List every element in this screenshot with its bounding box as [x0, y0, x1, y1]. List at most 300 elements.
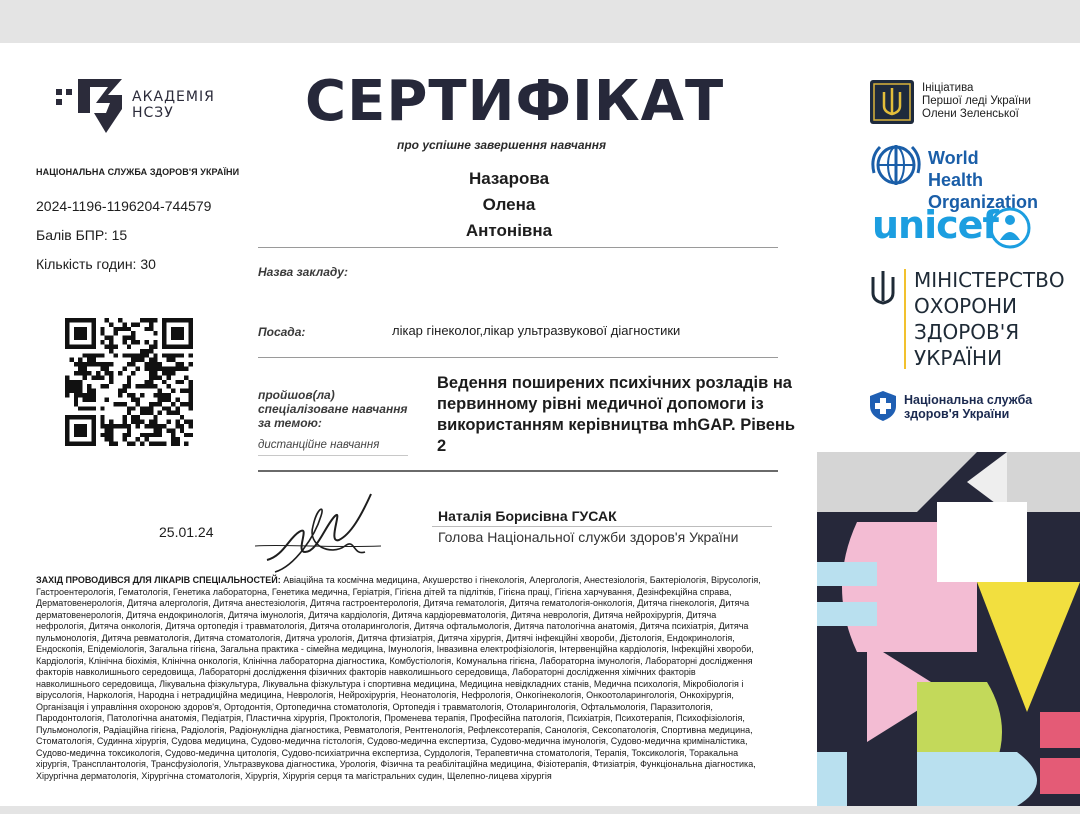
qr-module — [149, 424, 153, 428]
qr-module — [91, 336, 95, 340]
qr-module — [109, 433, 113, 437]
first-lady-line3: Олени Зеленської — [922, 108, 1019, 120]
qr-module — [69, 358, 73, 362]
qr-module — [175, 442, 179, 446]
qr-module — [153, 340, 157, 344]
qr-module — [144, 327, 148, 331]
qr-module — [153, 384, 157, 388]
qr-module — [149, 433, 153, 437]
qr-module — [91, 424, 95, 428]
qr-module — [74, 389, 78, 393]
qr-module — [105, 384, 109, 388]
qr-module — [167, 375, 171, 379]
qr-module — [87, 344, 91, 348]
qr-module — [78, 380, 82, 384]
qr-module — [140, 433, 144, 437]
qr-module — [65, 384, 69, 388]
qr-module — [189, 402, 193, 406]
qr-module — [83, 362, 87, 366]
qr-module — [91, 358, 95, 362]
qr-module — [74, 371, 78, 375]
qr-module — [175, 353, 179, 357]
logo-line1: АКАДЕМІЯ — [132, 89, 215, 105]
qr-module — [180, 415, 184, 419]
qr-module — [153, 402, 157, 406]
moz-line2: ОХОРОНИ — [914, 294, 1017, 318]
qr-module — [149, 358, 153, 362]
qr-module — [140, 406, 144, 410]
shield-cross-icon — [870, 391, 896, 421]
qr-module — [171, 437, 175, 441]
qr-module — [180, 389, 184, 393]
qr-module — [91, 393, 95, 397]
qr-module — [100, 406, 104, 410]
qr-module — [153, 353, 157, 357]
qr-module — [122, 340, 126, 344]
qr-module — [100, 375, 104, 379]
qr-module — [109, 380, 113, 384]
qr-module — [109, 349, 113, 353]
qr-module — [189, 406, 193, 410]
qr-module — [144, 353, 148, 357]
qr-module — [175, 318, 179, 322]
certificate-title: СЕРТИФІКАТ — [305, 69, 725, 134]
qr-module — [100, 331, 104, 335]
divider — [258, 357, 778, 358]
qr-module — [122, 437, 126, 441]
qr-module — [78, 327, 82, 331]
qr-module — [74, 393, 78, 397]
qr-module — [87, 415, 91, 419]
qr-module — [127, 424, 131, 428]
qr-module — [105, 336, 109, 340]
qr-module — [149, 384, 153, 388]
qr-module — [136, 353, 140, 357]
unicef-emblem-icon — [988, 206, 1032, 250]
qr-module — [83, 406, 87, 410]
qr-module — [153, 318, 157, 322]
qr-module — [175, 327, 179, 331]
specialties-heading: ЗАХІД ПРОВОДИВСЯ ДЛЯ ЛІКАРІВ СПЕЦІАЛЬНОСТЕЙ: — [36, 575, 281, 585]
qr-module — [87, 389, 91, 393]
qr-module — [69, 318, 73, 322]
qr-module — [144, 411, 148, 415]
qr-module — [91, 442, 95, 446]
qr-module — [100, 340, 104, 344]
qr-module — [136, 358, 140, 362]
qr-module — [136, 420, 140, 424]
qr-module — [74, 433, 78, 437]
qr-module — [158, 411, 162, 415]
qr-module — [74, 362, 78, 366]
first-lady-initiative — [870, 80, 1031, 129]
qr-module — [78, 367, 82, 371]
qr-module — [175, 380, 179, 384]
qr-module — [74, 344, 78, 348]
qr-module — [100, 433, 104, 437]
specialties-line: нефрологія, Дитяча онкологія, Дитяча ортопедія і травматологія, Дитяча отоларингологія, Дитяча офтальмологія, Дитяча патологічна анатомія, Дитяча психіатрія, Дитяча — [36, 621, 749, 631]
qr-module — [65, 340, 69, 344]
qr-module — [144, 318, 148, 322]
qr-module — [162, 406, 166, 410]
qr-module — [171, 327, 175, 331]
qr-module — [127, 384, 131, 388]
qr-module — [78, 384, 82, 388]
moz-line4: УКРАЇНИ — [914, 346, 1003, 370]
qr-module — [144, 380, 148, 384]
nszu-logo — [870, 391, 1033, 426]
qr-module — [96, 375, 100, 379]
qr-module — [144, 424, 148, 428]
qr-module — [171, 402, 175, 406]
qr-module — [162, 353, 166, 357]
qr-module — [105, 367, 109, 371]
qr-module — [144, 406, 148, 410]
qr-module — [136, 424, 140, 428]
qr-module — [171, 442, 175, 446]
qr-module — [167, 371, 171, 375]
qr-module — [131, 322, 135, 326]
qr-module — [167, 353, 171, 357]
qr-module — [105, 424, 109, 428]
qr-module — [158, 362, 162, 366]
qr-module — [118, 318, 122, 322]
qr-module — [189, 340, 193, 344]
qr-module — [65, 424, 69, 428]
qr-module — [78, 442, 82, 446]
qr-module — [127, 442, 131, 446]
qr-module — [171, 318, 175, 322]
qr-module — [122, 415, 126, 419]
qr-module — [83, 336, 87, 340]
qr-module — [153, 344, 157, 348]
qr-module — [118, 424, 122, 428]
specialties-line: Пульмонологія, Радіаційна гігієна, Радіологія, Радіонуклідна діагностика, Ревматологія, Рентгенологія, Рефлексотерапія, Санологія, Сексопатологія, Спортивна медицина, — [36, 724, 753, 735]
qr-module — [180, 327, 184, 331]
qr-module — [167, 358, 171, 362]
qr-module — [153, 424, 157, 428]
qr-module — [78, 433, 82, 437]
qr-module — [122, 389, 126, 393]
qr-module — [105, 437, 109, 441]
specialties-line: навколишнього середовища, Лікувальна фізкультура, Лікувальна фізкультура і спортивна медицина, Медицина невідкладних станів, Медична психологія, Мікробіологія і — [36, 678, 744, 689]
qr-module — [87, 362, 91, 366]
qr-module — [78, 344, 82, 348]
qr-module — [74, 424, 78, 428]
qr-module — [131, 415, 135, 419]
qr-module — [87, 397, 91, 401]
qr-module — [149, 406, 153, 410]
qr-module — [118, 402, 122, 406]
specialties-line: Дерматовенерологія, Дитяча алергологія, Дитяча анестезіологія, Дитяча гастроентерологія, Дитяча гематологія, Дитяча гематологія-онкологія, Дитяча гінекологія, Дитяча — [36, 598, 750, 608]
specialties-line: Пародонтологія, Патологічна анатомія, Педіатрія, Пластична хірургія, Проктологія, Променева терапія, Професійна патологія, Психіатрія, Психотерапія, Психофізіологія, — [36, 713, 745, 723]
qr-module — [74, 384, 78, 388]
qr-module — [109, 420, 113, 424]
qr-module — [180, 318, 184, 322]
divider — [258, 247, 778, 248]
qr-module — [65, 331, 69, 335]
qr-module — [122, 367, 126, 371]
qr-module — [149, 375, 153, 379]
qr-module — [122, 336, 126, 340]
recipient-first-name: Олена — [482, 195, 536, 214]
qr-module — [158, 375, 162, 379]
qr-module — [78, 389, 82, 393]
qr-module — [131, 406, 135, 410]
qr-module — [180, 353, 184, 357]
qr-module — [153, 393, 157, 397]
issuer-name: НАЦІОНАЛЬНА СЛУЖБА ЗДОРОВ'Я УКРАЇНИ — [36, 167, 240, 177]
qr-module — [162, 367, 166, 371]
qr-module — [158, 367, 162, 371]
qr-module — [83, 331, 87, 335]
divider-thick — [258, 470, 778, 472]
specialties-line: Гастроентерологія, Гематологія, Генетика лабораторна, Генетика медична, Геріатрія, Гігієна дітей та підлітків, Гігієна праці, Гігієна харчування, Дезінфекційна справа, — [36, 586, 732, 597]
qr-module — [144, 433, 148, 437]
qr-module — [114, 344, 118, 348]
qr-module — [91, 406, 95, 410]
qr-module — [65, 437, 69, 441]
qr-module — [144, 349, 148, 353]
qr-module — [78, 358, 82, 362]
qr-module — [153, 362, 157, 366]
qr-module — [136, 437, 140, 441]
qr-module — [136, 322, 140, 326]
signatory-role: Голова Національної служби здоров'я України — [438, 529, 739, 545]
qr-module — [83, 397, 87, 401]
qr-module — [189, 322, 193, 326]
qr-module — [189, 318, 193, 322]
qr-module — [65, 336, 69, 340]
qr-module — [162, 424, 166, 428]
qr-module — [149, 420, 153, 424]
qr-module — [127, 411, 131, 415]
qr-module — [91, 340, 95, 344]
qr-module — [175, 331, 179, 335]
qr-module — [83, 424, 87, 428]
qr-module — [83, 353, 87, 357]
qr-module — [180, 336, 184, 340]
divider — [432, 526, 772, 527]
qr-module — [189, 424, 193, 428]
qr-module — [149, 362, 153, 366]
qr-module — [78, 362, 82, 366]
qr-module — [180, 367, 184, 371]
qr-module — [91, 420, 95, 424]
qr-module — [149, 442, 153, 446]
qr-module — [109, 340, 113, 344]
qr-module — [118, 371, 122, 375]
qr-module — [65, 327, 69, 331]
qr-module — [162, 336, 166, 340]
qr-module — [114, 424, 118, 428]
qr-module — [140, 349, 144, 353]
qr-module — [105, 318, 109, 322]
qr-module — [153, 415, 157, 419]
qr-module — [149, 402, 153, 406]
signature — [255, 486, 385, 576]
qr-module — [167, 420, 171, 424]
specialties-line: Стоматологія, Судинна хірургія, Судова медицина, Судово-медична гістологія, Судово-медична експертиза, Судово-медична імунологія, Судово-медична криміналістика, — [36, 736, 748, 746]
qr-module — [144, 384, 148, 388]
qr-module — [136, 340, 140, 344]
qr-module — [114, 327, 118, 331]
qr-module — [109, 336, 113, 340]
qr-module — [78, 406, 82, 410]
qr-module — [122, 433, 126, 437]
qr-module — [83, 428, 87, 432]
qr-module — [162, 318, 166, 322]
qr-module — [131, 340, 135, 344]
qr-module — [114, 331, 118, 335]
qr-module — [158, 424, 162, 428]
qr-module — [127, 353, 131, 357]
qr-module — [96, 362, 100, 366]
qr-module — [91, 327, 95, 331]
qr-module — [91, 318, 95, 322]
qr-module — [114, 402, 118, 406]
qr-module — [175, 367, 179, 371]
qr-module — [105, 344, 109, 348]
qr-module — [180, 424, 184, 428]
qr-module — [131, 353, 135, 357]
qr-module — [162, 331, 166, 335]
qr-module — [100, 424, 104, 428]
qr-module — [65, 433, 69, 437]
qr-module — [127, 336, 131, 340]
qr-module — [109, 362, 113, 366]
qr-module — [127, 406, 131, 410]
qr-module — [162, 344, 166, 348]
qr-module — [184, 344, 188, 348]
qr-module — [69, 384, 73, 388]
qr-module — [69, 442, 73, 446]
qr-module — [109, 322, 113, 326]
qr-module — [65, 442, 69, 446]
qr-module — [83, 442, 87, 446]
who-line1: World Health — [928, 148, 984, 190]
qr-module — [184, 433, 188, 437]
qr-module — [180, 331, 184, 335]
qr-module — [149, 327, 153, 331]
qr-module — [65, 380, 69, 384]
qr-module — [100, 420, 104, 424]
qr-module — [184, 318, 188, 322]
qr-module — [91, 389, 95, 393]
qr-module — [153, 442, 157, 446]
qr-module — [153, 375, 157, 379]
qr-module — [122, 402, 126, 406]
qr-module — [184, 389, 188, 393]
qr-module — [87, 371, 91, 375]
specialties-line: вірусологія, Наркологія, Народна і нетрадиційна медицина, Неврологія, Нейрохірургія, Неонатологія, Нефрологія, Онкогінекологія, Онкоотоларингологія, Онкохірургія, — [36, 690, 734, 700]
qr-module — [109, 442, 113, 446]
moz-logo — [870, 268, 1065, 370]
specialties-list — [36, 575, 806, 782]
qr-module — [189, 344, 193, 348]
qr-module — [189, 393, 193, 397]
qr-module — [87, 384, 91, 388]
qr-module — [100, 367, 104, 371]
qr-module — [109, 371, 113, 375]
qr-module — [83, 318, 87, 322]
qr-module — [158, 393, 162, 397]
qr-module — [127, 327, 131, 331]
qr-module — [153, 371, 157, 375]
qr-module — [162, 371, 166, 375]
specialties-line: дерматовенерологія, Дитяча ендокринологія, Дитяча імунологія, Дитяча кардіологія, Дитяча кардіоревматологія, Дитяча неврологія, Дитяча нейрохірургія, Дитяча — [36, 609, 717, 620]
certificate-subtitle: про успішне завершення навчання — [397, 138, 607, 152]
qr-module — [162, 442, 166, 446]
qr-module — [87, 358, 91, 362]
qr-module — [184, 375, 188, 379]
qr-module — [175, 411, 179, 415]
qr-module — [149, 371, 153, 375]
qr-module — [105, 371, 109, 375]
qr-module — [100, 353, 104, 357]
qr-module — [158, 433, 162, 437]
qr-module — [175, 397, 179, 401]
unicef-logo: unicef — [872, 203, 998, 247]
qr-module — [131, 420, 135, 424]
qr-module — [109, 428, 113, 432]
qr-module — [180, 362, 184, 366]
qr-module — [105, 433, 109, 437]
qr-module — [65, 318, 69, 322]
certificate-sheet — [0, 43, 1080, 806]
qr-module — [83, 327, 87, 331]
qr-module — [140, 358, 144, 362]
first-lady-line1: Ініціатива — [922, 82, 974, 94]
qr-module — [171, 433, 175, 437]
qr-module — [140, 353, 144, 357]
qr-module — [74, 318, 78, 322]
qr-module — [83, 367, 87, 371]
qr-module — [69, 344, 73, 348]
qr-module — [131, 397, 135, 401]
qr-module — [180, 428, 184, 432]
qr-module — [100, 384, 104, 388]
qr-module — [189, 433, 193, 437]
recipient-patronymic: Антонівна — [465, 221, 553, 240]
qr-module — [105, 362, 109, 366]
qr-module — [140, 318, 144, 322]
qr-module — [118, 393, 122, 397]
qr-module — [78, 318, 82, 322]
qr-module — [78, 371, 82, 375]
qr-module — [65, 375, 69, 379]
qr-module — [74, 327, 78, 331]
qr-module — [149, 349, 153, 353]
qr-module — [131, 358, 135, 362]
qr-module — [78, 428, 82, 432]
moz-line1: МІНІСТЕРСТВО — [914, 268, 1065, 292]
qr-module — [175, 424, 179, 428]
qr-module — [149, 367, 153, 371]
qr-module — [83, 415, 87, 419]
qr-module — [171, 371, 175, 375]
qr-module — [109, 344, 113, 348]
qr-module — [122, 322, 126, 326]
qr-module — [91, 375, 95, 379]
qr-module — [131, 331, 135, 335]
qr-module — [180, 402, 184, 406]
qr-module — [167, 367, 171, 371]
qr-module — [149, 322, 153, 326]
qr-module — [136, 367, 140, 371]
qr-module — [74, 331, 78, 335]
recipient-surname: Назарова — [468, 169, 550, 188]
